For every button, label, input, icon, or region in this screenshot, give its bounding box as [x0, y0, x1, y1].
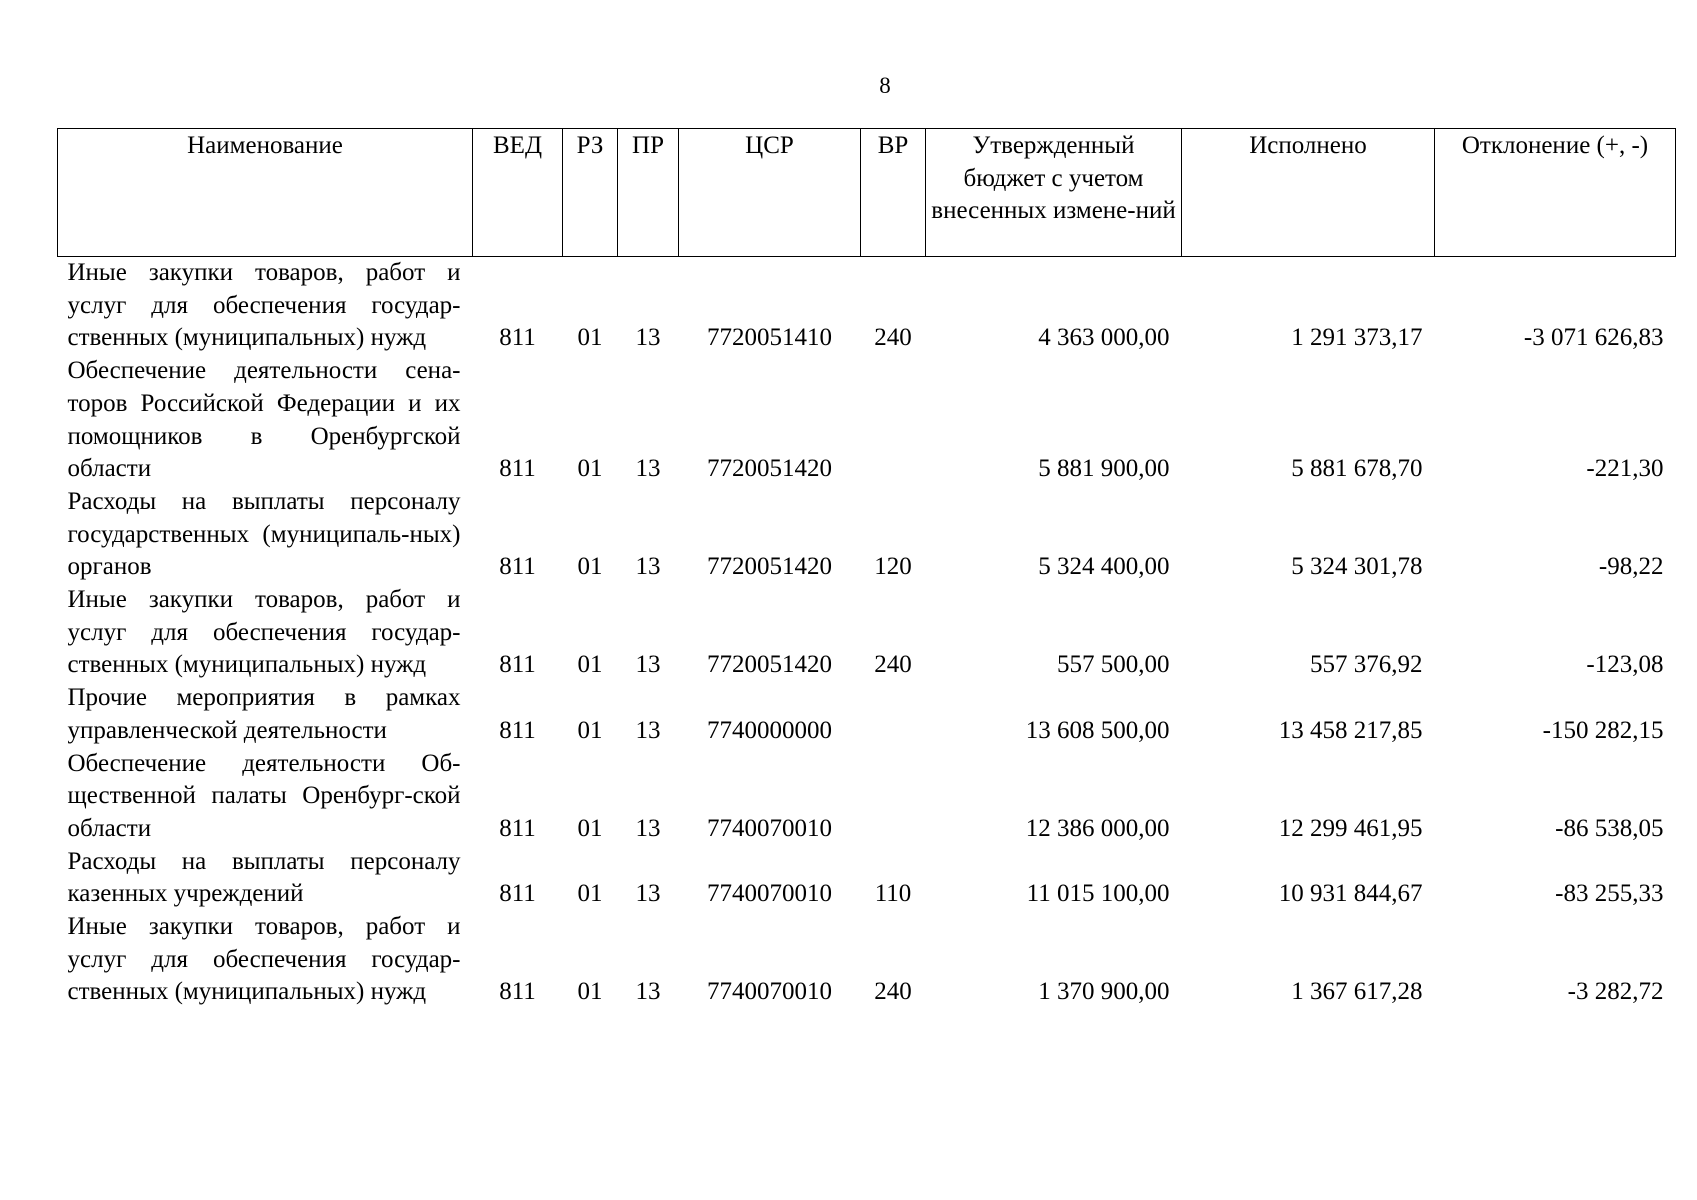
row-executed: 5 881 678,70 [1291, 455, 1423, 483]
row-budget: 13 608 500,00 [1025, 716, 1170, 744]
row-budget: 1 370 900,00 [1038, 978, 1170, 1006]
row-deviation: -83 255,33 [1555, 880, 1664, 908]
row-budget: 5 324 400,00 [1038, 553, 1170, 581]
table-row [58, 355, 1676, 486]
row-csr: 7720051420 [707, 553, 832, 581]
row-csr: 7740070010 [707, 814, 832, 842]
row-deviation: -86 538,05 [1555, 814, 1664, 842]
row-vr: 120 [874, 553, 912, 581]
table-row [58, 911, 1676, 1009]
header-executed: Исполнено [1182, 129, 1435, 257]
budget-table [57, 128, 1676, 1009]
row-name: Расходы на выплаты персоналу казенных учреждений [67, 847, 461, 908]
row-pr: 13 [635, 814, 661, 842]
row-csr: 7720051420 [707, 455, 832, 483]
row-deviation: -221,30 [1586, 455, 1664, 483]
row-rz: 01 [577, 553, 603, 581]
row-name: Обеспечение деятельности Об-щественной палаты Оренбург-ской области [67, 749, 461, 842]
row-executed: 557 376,92 [1310, 651, 1423, 679]
row-name: Прочие мероприятия в рамках управленческой деятельности [67, 684, 461, 744]
header-deviation: Отклонение (+, -) [1435, 129, 1676, 257]
row-rz: 01 [577, 880, 603, 908]
row-csr: 7740070010 [707, 978, 832, 1006]
row-rz: 01 [577, 324, 603, 352]
row-csr: 7740070010 [707, 880, 832, 908]
row-pr: 13 [635, 553, 661, 581]
header-vr: ВР [861, 129, 926, 257]
table-row [58, 748, 1676, 846]
row-csr: 7720051420 [707, 651, 832, 679]
header-budget: Утвержденный бюджет с учетом внесенных измене-ний [926, 129, 1182, 257]
row-name: Обеспечение деятельности сена-торов Российской Федерации и их помощников в Оренбургской области [67, 357, 461, 483]
header-name: Наименование [58, 129, 473, 257]
row-pr: 13 [635, 651, 661, 679]
row-vr [861, 682, 926, 747]
row-rz: 01 [577, 978, 603, 1006]
row-pr: 13 [635, 716, 661, 744]
row-budget: 557 500,00 [1057, 651, 1170, 679]
row-executed: 1 291 373,17 [1291, 324, 1423, 352]
row-ved: 811 [499, 324, 536, 352]
row-vr: 240 [874, 324, 912, 352]
header-rz: РЗ [563, 129, 618, 257]
row-rz: 01 [577, 455, 603, 483]
page-number: 8 [879, 73, 891, 98]
row-budget: 12 386 000,00 [1025, 814, 1170, 842]
table-row [58, 584, 1676, 682]
row-deviation: -3 282,72 [1567, 978, 1664, 1006]
header-pr: ПР [618, 129, 679, 257]
table-header [58, 129, 1676, 257]
row-vr [861, 355, 926, 486]
row-ved: 811 [499, 978, 536, 1006]
row-ved: 811 [499, 880, 536, 908]
row-ved: 811 [499, 455, 536, 483]
row-pr: 13 [635, 455, 661, 483]
row-ved: 811 [499, 651, 536, 679]
row-vr: 240 [874, 651, 912, 679]
row-rz: 01 [577, 651, 603, 679]
row-vr: 110 [874, 880, 912, 908]
table-row [58, 846, 1676, 911]
row-deviation: -3 071 626,83 [1523, 324, 1664, 352]
row-executed: 5 324 301,78 [1291, 553, 1423, 581]
row-executed: 12 299 461,95 [1278, 814, 1423, 842]
row-name: Иные закупки товаров, работ и услуг для обеспечения государ-ственных (муниципальных) нужд [67, 259, 461, 352]
row-deviation: -123,08 [1586, 651, 1664, 679]
row-vr: 240 [874, 978, 912, 1006]
row-ved: 811 [499, 814, 536, 842]
table-body [58, 257, 1676, 1010]
row-executed: 13 458 217,85 [1278, 716, 1423, 744]
row-budget: 4 363 000,00 [1038, 324, 1170, 352]
header-csr: ЦСР [679, 129, 861, 257]
table-row [58, 682, 1676, 747]
header-row [58, 129, 1676, 257]
row-executed: 1 367 617,28 [1291, 978, 1423, 1006]
row-executed: 10 931 844,67 [1278, 880, 1423, 908]
row-name: Иные закупки товаров, работ и услуг для обеспечения государ-ственных (муниципальных) нужд [67, 913, 461, 1006]
row-budget: 11 015 100,00 [1026, 880, 1170, 908]
row-pr: 13 [635, 324, 661, 352]
table-row [58, 257, 1676, 356]
row-rz: 01 [577, 814, 603, 842]
row-pr: 13 [635, 978, 661, 1006]
row-name: Иные закупки товаров, работ и услуг для обеспечения государ-ственных (муниципальных) нужд [67, 586, 461, 679]
row-csr: 7740000000 [707, 716, 832, 744]
row-name: Расходы на выплаты персоналу государственных (муниципаль-ных) органов [67, 487, 461, 581]
table-row [58, 486, 1676, 584]
row-deviation: -150 282,15 [1542, 716, 1664, 744]
row-ved: 811 [499, 716, 536, 744]
row-budget: 5 881 900,00 [1038, 455, 1170, 483]
row-deviation: -98,22 [1598, 553, 1664, 581]
row-csr: 7720051410 [707, 324, 832, 352]
row-vr [861, 748, 926, 846]
row-pr: 13 [635, 880, 661, 908]
row-rz: 01 [577, 716, 603, 744]
row-ved: 811 [499, 553, 536, 581]
header-ved: ВЕД [473, 129, 563, 257]
